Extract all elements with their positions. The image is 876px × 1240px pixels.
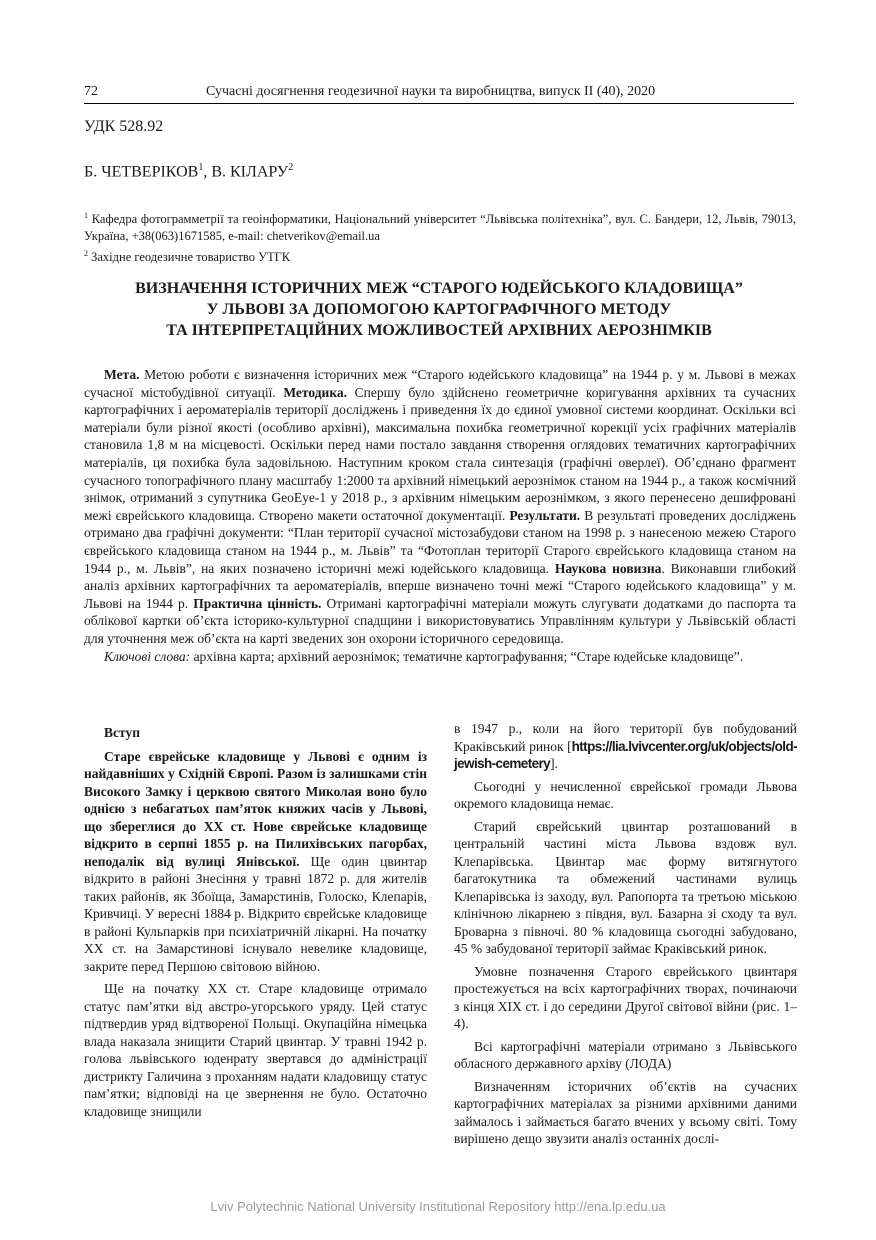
- udk-code: УДК 528.92: [84, 118, 164, 135]
- author-separator: ,: [203, 163, 212, 181]
- keywords-label: Ключові слова:: [104, 648, 191, 664]
- article-title: [84, 278, 794, 341]
- authors: [84, 162, 293, 181]
- paragraph-6: Умовне позначення Старого єврейського цвинтаря простежується на всіх картографічних творах, починаючи з кінця ХІХ ст. і до середини Другої світової війни (рис. 1–4).: [454, 963, 797, 1031]
- paragraph-3-end: ].: [550, 756, 558, 771]
- page-number: 72: [84, 84, 98, 99]
- affiliation-2: [84, 245, 796, 266]
- abstract-body: [84, 366, 796, 648]
- results-label: Результати.: [509, 507, 581, 523]
- repository-footer: Lviv Polytechnic National University Institutional Repository http://ena.lp.edu.ua: [210, 1199, 666, 1214]
- abstract: [84, 366, 796, 665]
- practical-label: Практична цінність.: [193, 595, 322, 611]
- affiliation-2-text: Західне геодезичне товариство УТГК: [88, 250, 291, 265]
- results-text: В результаті проведених досліджень отримано два графічні документи: “План території сучасної містозабудови станом на 1998 р. з нанесеною межею Старого єврейського кладовища станом на 1944 р., м. Львів” та “Фотоплан території Старого єврейського кладовища станом на 1944 р., м. Львів”, на яких позначено історичні межі юдейського кладовища.: [84, 507, 796, 576]
- left-column: [84, 720, 427, 1125]
- novelty-text: . Виконавши глибокий аналіз архівних картографічних та аероматеріалів, вперше визначено точні межі “Старого юдейського кладовища” у м. Львові на 1944 р.: [84, 560, 796, 611]
- affiliation-1-text: Кафедра фотограмметрії та геоінформатики, Національний університет “Львівська політехніка”, вул. С. Бандери, 12, Львів, 79013, Україна, +38(063)1671585, e-mail: chetverikov@email.ua: [84, 212, 796, 244]
- paragraph-4: Сьогодні у нечисленної єврейської громади Львова окремого кладовища немає.: [454, 778, 797, 811]
- title-line-2: У ЛЬВОВІ ЗА ДОПОМОГОЮ КАРТОГРАФІЧНОГО МЕТОДУ: [206, 301, 672, 318]
- paragraph-1: [84, 748, 427, 976]
- affiliation-2-sup: 2: [84, 249, 88, 259]
- keywords: [84, 648, 796, 666]
- author-2-sup: 2: [288, 162, 294, 173]
- section-heading: Вступ: [104, 725, 140, 740]
- affiliation-1-sup: 1: [84, 211, 88, 220]
- paragraph-1-text: Ще один цвинтар відкрито в районі Знесіння у травні 1872 р. для жителів таких районів, як Збоїща, Замарстинів, Голоско, Клепарів, Кривчиці. У вересні 1884 р. Відкрито єврейське кладовище в районі Кульпарків при психіатричній лікарні. На початку ХХ ст. на Замарстинові існувало невелике кладовище, закрите перед Першою світовою війною.: [84, 853, 427, 974]
- title-line-1: ВИЗНАЧЕННЯ ІСТОРИЧНИХ МЕЖ “СТАРОГО ЮДЕЙСЬКОГО КЛАДОВИЩА”: [135, 280, 743, 297]
- affiliation-1: [84, 207, 796, 245]
- author-2: В. КІЛАРУ: [211, 163, 289, 181]
- author-1: Б. ЧЕТВЕРІКОВ: [84, 163, 199, 181]
- novelty-label: Наукова новизна: [554, 560, 662, 576]
- paragraph-7: Всі картографічні матеріали отримано з Львівського обласного державного архіву (ЛОДА): [454, 1038, 797, 1071]
- affiliations: [84, 207, 796, 266]
- source-link[interactable]: https://lia.lvivcenter.org/uk/objects/old-jewish-cemetery: [454, 738, 797, 771]
- paragraph-5: Старий єврейський цвинтар розташований в центральній частині міста Львова вздовж вул. Клепарівська. Цвинтар має форму витягнутого багатокутника та обмежений частинами вулиць Клепарівська із заходу, вул. Рапопорта та третьою міською клінічною лікарнею з півдня, вул. Базарна зі сходу та вул. Броварна з півночі. 80 % кладовища сьогодні забудовано, 45 % забудованої території займає Краківський ринок.: [454, 818, 797, 956]
- right-column: [454, 720, 797, 1153]
- keywords-text: архівна карта; архівний аерознімок; тематичне картографування; “Старе юдейське кладовище”.: [190, 648, 744, 664]
- journal-title: Сучасні досягнення геодезичної науки та виробництва, випуск ІІ (40), 2020: [206, 84, 656, 99]
- title-line-3: ТА ІНТЕРПРЕТАЦІЙНИХ МОЖЛИВОСТЕЙ АРХІВНИХ АЕРОЗНІМКІВ: [166, 322, 712, 339]
- header-rule: [84, 103, 794, 104]
- paragraph-8: Визначенням історичних об’єктів на сучасних картографічних матеріалах за різними архівними даними займалось і займається багато вчених у всьому світі. Тому вирішено дещо звузити аналіз останніх дослі-: [454, 1078, 797, 1146]
- goal-label: Мета.: [104, 367, 140, 382]
- goal-text: Метою роботи є визначення історичних меж “Старого юдейського кладовища” на 1944 р. у м. Львові в межах сучасної містобудівної ситуації.: [84, 367, 796, 400]
- method-text: Спершу було здійснено геометричне коригування архівних та сучасних картографічних і аероматеріалів території досліджень і приведення їх до єдиної умовної системи координат. Оскільки всі матеріали були різної якості (особливо архівні), максимальна похибка геометричної корекції усіх графічних матеріалів становила 1,8 м на місцевості. Оскільки перед нами постало завдання створення оглядових тематичних картографічних матеріалів, ця похибка була задовільною. Наступним кроком стала синтезація (графічні оверлеї). Об’єднано фрагмент сучасного топографічного плану масштабу 1:2000 та архівний німецький аерознімок станом на 1944 р., а також космічний знімок, отриманий з супутника GeoEye-1 у 2018 р., з архівним німецьким аерознімком, з якого перенесено дешифровані межі єврейського кладовища. Створено макети остаточної документації.: [84, 384, 796, 523]
- practical-text: Отримані картографічні матеріали можуть слугувати додатками до паспорта та облікової картки об’єкта історико-культурної спадщини і використовуватись Управлінням культури у Львівській області для уточнення меж об’єкта на карті зведених зон охорони історичного середовища.: [84, 595, 797, 646]
- paragraph-1-bold: Старе єврейське кладовище у Львові є одним із найдавніших у Східній Європі. Разом із залишками стін Високого Замку і церквою святого Миколая воно було однією з небагатьох пам’яток княжих часів у Львові, що збереглися до ХХ ст. Нове єврейське кладовище відкрито в серпні 1855 р. на Пилихівських пагорбах, неподалік від вулиці Янівської.: [84, 748, 427, 869]
- paragraph-3-start: в 1947 р., коли на його території був побудований Краківський ринок [: [454, 721, 797, 754]
- method-label: Методика.: [283, 384, 348, 400]
- author-1-sup: 1: [198, 162, 204, 173]
- paragraph-3: [454, 720, 797, 773]
- paragraph-2: Ще на початку ХХ ст. Старе кладовище отримало статус пам’ятки від австро-угорського уряду. Цей статус підтвердив уряд відтвореної Польщі. Окупаційна німецька влада наказала знищити Старий цвинтар. У травні 1942 р. голова львівського юденрату звертався до адміністрації дистрикту Галичина з проханням надати кладовищу статус пам’ятки; відповіді на це звернення не було. Остаточно кладовище знищили: [84, 981, 427, 1119]
